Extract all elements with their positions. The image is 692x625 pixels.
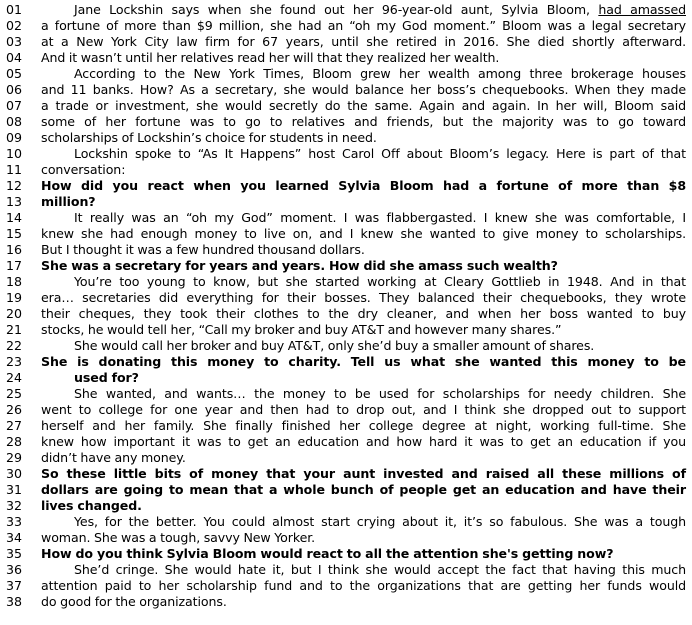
question-line bbox=[0, 498, 692, 514]
line-number: 27 bbox=[6, 418, 23, 433]
line-text: some of her fortune was to go to relatives and friends, but the majority was to go toward bbox=[41, 114, 686, 129]
line-number: 34 bbox=[6, 530, 23, 545]
line-number: 20 bbox=[6, 306, 23, 321]
question-text: How did you react when you learned Sylvia Bloom had a fortune of more than $8 bbox=[41, 178, 686, 193]
line-number: 28 bbox=[6, 434, 23, 449]
line-number: 10 bbox=[6, 146, 23, 161]
question-line bbox=[0, 194, 692, 210]
text-line bbox=[0, 578, 692, 594]
text-line bbox=[0, 34, 692, 50]
text-line bbox=[0, 274, 692, 290]
question-text: She was a secretary for years and years. How did she amass such wealth? bbox=[41, 258, 558, 273]
text-line bbox=[0, 450, 692, 466]
line-text: era… secretaries did everything for their bosses. They balanced their chequebooks, they wrote bbox=[41, 290, 686, 305]
line-number: 13 bbox=[6, 194, 23, 209]
line-number: 22 bbox=[6, 338, 23, 353]
line-text: It really was an “oh my God” moment. I was flabbergasted. I knew she was comfortable, I bbox=[74, 210, 686, 225]
question-text: used for? bbox=[74, 370, 139, 385]
line-number: 18 bbox=[6, 274, 23, 289]
line-text: stocks, he would tell her, “Call my broker and buy AT&T and however many shares.” bbox=[41, 322, 562, 337]
question-text: So these little bits of money that your aunt invested and raised all these millions of bbox=[41, 466, 686, 481]
text-line bbox=[0, 66, 692, 82]
line-number: 38 bbox=[6, 594, 23, 609]
line-number: 11 bbox=[6, 162, 23, 177]
line-text: at a New York City law firm for 67 years, until she retired in 2016. She died shortly afterward. bbox=[41, 34, 686, 49]
line-number: 01 bbox=[6, 2, 23, 17]
line-number: 35 bbox=[6, 546, 23, 561]
question-line bbox=[0, 546, 692, 562]
text-line bbox=[0, 130, 692, 146]
line-number: 21 bbox=[6, 322, 23, 337]
line-text: woman. She was a tough, savvy New Yorker. bbox=[41, 530, 316, 545]
question-line bbox=[0, 466, 692, 482]
line-number: 07 bbox=[6, 98, 23, 113]
line-number: 16 bbox=[6, 242, 23, 257]
text-line bbox=[0, 386, 692, 402]
line-number: 24 bbox=[6, 370, 23, 385]
line-number: 30 bbox=[6, 466, 23, 481]
line-text: and 11 banks. How? As a secretary, she would balance her boss’s chequebooks. When they made bbox=[41, 82, 686, 97]
line-number: 36 bbox=[6, 562, 23, 577]
line-number: 05 bbox=[6, 66, 23, 81]
question-line bbox=[0, 482, 692, 498]
line-text: But I thought it was a few hundred thousand dollars. bbox=[41, 242, 365, 257]
line-text: She wanted, and wants… the money to be used for scholarships for needy children. She bbox=[74, 386, 686, 401]
question-line bbox=[0, 370, 692, 386]
line-text: scholarships of Lockshin’s choice for students in need. bbox=[41, 130, 377, 145]
line-text: Yes, for the better. You could almost start crying about it, it’s so fabulous. She was a tough bbox=[74, 514, 686, 529]
line-number: 12 bbox=[6, 178, 23, 193]
text-line bbox=[0, 594, 692, 610]
text-line bbox=[0, 434, 692, 450]
line-text: conversation: bbox=[41, 162, 126, 177]
question-text: She is donating this money to charity. Tell us what she wanted this money to be bbox=[41, 354, 686, 369]
line-text: a fortune of more than $9 million, she had an “oh my God moment.” Bloom was a legal secretary bbox=[41, 18, 686, 33]
text-line bbox=[0, 98, 692, 114]
line-number: 03 bbox=[6, 34, 23, 49]
line-number: 15 bbox=[6, 226, 23, 241]
question-text: lives changed. bbox=[41, 498, 142, 513]
line-text-segment: Jane Lockshin says when she found out her 96-year-old aunt, Sylvia Bloom, bbox=[74, 2, 599, 17]
line-number: 33 bbox=[6, 514, 23, 529]
line-text: Lockshin spoke to “As It Happens” host Carol Off about Bloom’s legacy. Here is part of that bbox=[74, 146, 686, 161]
text-line bbox=[0, 338, 692, 354]
text-line bbox=[0, 210, 692, 226]
line-number: 19 bbox=[6, 290, 23, 305]
line-text: knew she had enough money to live on, and I knew she wanted to give money to scholarships. bbox=[41, 226, 686, 241]
line-number: 25 bbox=[6, 386, 23, 401]
underlined-phrase: had amassed bbox=[598, 2, 686, 17]
line-number: 02 bbox=[6, 18, 23, 33]
text-line bbox=[0, 50, 692, 66]
text-line bbox=[0, 418, 692, 434]
line-text: attention paid to her scholarship fund and to the organizations that are getting her funds would bbox=[41, 578, 686, 593]
line-number: 14 bbox=[6, 210, 23, 225]
question-line bbox=[0, 178, 692, 194]
text-line bbox=[0, 162, 692, 178]
line-number: 08 bbox=[6, 114, 23, 129]
line-number: 06 bbox=[6, 82, 23, 97]
text-line bbox=[0, 514, 692, 530]
line-number: 29 bbox=[6, 450, 23, 465]
text-line bbox=[0, 146, 692, 162]
line-number: 37 bbox=[6, 578, 23, 593]
line-text: herself and her family. She finally finished her college degree at night, working full-time. She bbox=[41, 418, 686, 433]
text-line bbox=[0, 82, 692, 98]
question-line bbox=[0, 258, 692, 274]
line-text: knew how important it was to get an education and how hard it was to get an education if you bbox=[41, 434, 686, 449]
line-number: 23 bbox=[6, 354, 23, 369]
question-text: How do you think Sylvia Bloom would react to all the attention she's getting now? bbox=[41, 546, 614, 561]
line-text: According to the New York Times, Bloom grew her wealth among three brokerage houses bbox=[74, 66, 686, 81]
line-number: 17 bbox=[6, 258, 23, 273]
line-text: You’re too young to know, but she started working at Cleary Gottlieb in 1948. And in that bbox=[74, 274, 686, 289]
line-number: 26 bbox=[6, 402, 23, 417]
line-number: 04 bbox=[6, 50, 23, 65]
text-line bbox=[0, 306, 692, 322]
question-line bbox=[0, 354, 692, 370]
text-line bbox=[0, 530, 692, 546]
text-line bbox=[0, 402, 692, 418]
line-text: went to college for one year and then had to drop out, and I think she dropped out to support bbox=[41, 402, 686, 417]
line-text: And it wasn’t until her relatives read her will that they realized her wealth. bbox=[41, 50, 500, 65]
line-number: 32 bbox=[6, 498, 23, 513]
line-text: do good for the organizations. bbox=[41, 594, 227, 609]
line-text: didn’t have any money. bbox=[41, 450, 186, 465]
text-line bbox=[0, 562, 692, 578]
line-text bbox=[41, 2, 686, 18]
text-line bbox=[0, 322, 692, 338]
text-line bbox=[0, 290, 692, 306]
line-text: their cheques, they took their clothes to the dry cleaner, and when her boss wanted to buy bbox=[41, 306, 686, 321]
line-text: She would call her broker and buy AT&T, only she’d buy a smaller amount of shares. bbox=[74, 338, 595, 353]
question-text: dollars are going to mean that a whole bunch of people get an education and have their bbox=[41, 482, 686, 497]
text-line bbox=[0, 226, 692, 242]
question-text: million? bbox=[41, 194, 96, 209]
line-number: 31 bbox=[6, 482, 23, 497]
line-text: a trade or investment, she would secretly do the same. Again and again. In her will, Bloom said bbox=[41, 98, 686, 113]
line-number: 09 bbox=[6, 130, 23, 145]
text-line bbox=[0, 18, 692, 34]
line-text: She’d cringe. She would hate it, but I think she would accept the fact that having this much bbox=[74, 562, 686, 577]
text-line bbox=[0, 242, 692, 258]
text-line bbox=[0, 114, 692, 130]
text-line bbox=[0, 2, 692, 18]
